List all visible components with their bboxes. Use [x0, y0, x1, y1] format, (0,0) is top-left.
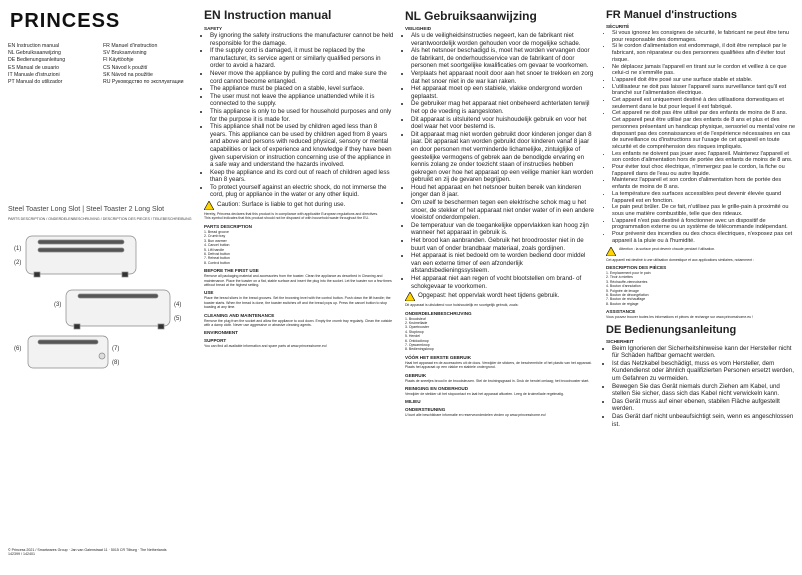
fr-parts-heading: DESCRIPTION DES PIÈCES	[606, 264, 667, 270]
en-support-heading: SUPPORT	[204, 338, 227, 344]
svg-text:(4): (4)	[174, 301, 182, 308]
list-item: • Het brood kan aanbranden. Gebruik het broodrooster niet in de buurt van of onder brandbaar materiaal, zoals gordijnen.	[411, 237, 595, 252]
fr-safety-list	[606, 30, 796, 245]
list-item: 4. Cancel button	[204, 243, 230, 248]
manual-lang: RU Руководство по эксплуатации	[103, 79, 184, 86]
svg-text:(3): (3)	[54, 301, 62, 308]
list-item: 5. Poignée de levage	[606, 288, 639, 293]
hot-surface-warning-icon	[606, 247, 616, 256]
en-use-text: Place the bread slices in the bread grooves. Set the browning level with the control button. Push down the lift handle; the toaster starts. When the bread is done, the toaster switches off and the bread pops up. Press the cancel button to stop toasting at any time.	[204, 296, 391, 310]
list-item: 7. Opwarmknop	[405, 343, 430, 348]
en-parts-heading: PARTS DESCRIPTION	[204, 223, 252, 229]
list-item: • Das Gerät muss auf einer ebenen, stabilen Fläche aufgestellt werden.	[612, 398, 796, 413]
item-numbers: 142399 / 142401	[8, 552, 35, 557]
en-title: EN Instruction manual	[204, 8, 332, 22]
list-item: 8. Bedieningsknop	[405, 347, 434, 352]
list-item: • Pour prévenir des incendies ou des chocs électriques, n'exposez pas cet appareil à la pluie ou à l'humidité.	[612, 231, 796, 244]
nl-parts-list	[405, 317, 595, 352]
fr-support-text: Vous pouvez trouver toutes les informations et pièces de rechange sur www.princesshome.eu !	[606, 315, 754, 320]
svg-text:(8): (8)	[112, 359, 120, 366]
list-item: 5. Hendel	[405, 334, 420, 339]
nl-clean-heading: REINIGING EN ONDERHOUD	[405, 386, 469, 392]
list-item: 8. Control button	[204, 260, 230, 265]
list-item: 3. Bun warmer	[204, 238, 227, 243]
list-item: 6. Ontdooiknop	[405, 338, 429, 343]
list-item: 6. Defrost button	[204, 251, 230, 256]
en-weee-text: This symbol indicates that this product should not be disposed of with household waste throughout the EU.	[204, 216, 369, 221]
dutch-column	[401, 0, 601, 575]
list-item: • Cet appareil ne doit pas être utilisé par des enfants de moins de 8 ans. Cet appareil peut être utilisé par des enfants de 8 ans et plus et des personnes présentant un handicap physique, sensoriel ou mental voire ne disposant pas des connaissances et de l'expérience nécessaires en cas de surveillance ou d'instructions sur l'usage de cet appareil en toute sécurité et de compréhension des risques impliqués.	[612, 110, 796, 150]
list-item: • Dit apparaat mag niet worden gebruikt door kinderen jonger dan 8 jaar. Dit apparaat kan worden gebruikt door kinderen vanaf 8 jaar en door personen met verminderde lichamelijke, zintuiglijke of geestelijke vermogens of gebrek aan de benodigde ervaring en kennis zolang ze onder toezicht staan of instructies hebben gekregen over hoe het apparaat op een veilige manier kan worden gebruikt en zij de gevaren begrijpen.	[411, 131, 595, 184]
warning-text: Attention : la surface peut devenir chaude pendant l'utilisation.	[619, 246, 716, 251]
en-ce-text: Hereby, Princess declares that this product is in compliance with applicable European regulations and directives.	[204, 212, 379, 217]
french-german-column	[602, 0, 802, 575]
de-safety-heading: SICHERHEIT	[606, 338, 634, 344]
en-before-text: Remove all packaging material and accessories from the toaster. Clean the appliance as described in Cleaning and maintenance. Place the toaster on a flat, stable surface and insert the plug into the socket. Let the toaster run a few times without bread at the highest setting.	[204, 274, 392, 287]
list-item: • De temperatuur van de toegankelijke oppervlakken kan hoog zijn wanneer het apparaat in gebruik is.	[411, 222, 595, 237]
nl-clean-text: Verwijder de stekker uit het stopcontact en laat het apparaat afkoelen. Leeg de kruimellade regelmatig.	[405, 392, 564, 397]
list-item: • Das Gerät darf nicht unbeaufsichtigt sein, wenn es angeschlossen ist.	[612, 413, 796, 428]
list-item: • Ne déplacez jamais l'appareil en tirant sur le cordon et veillez à ce que celui-ci ne s'emmêle pas.	[612, 64, 796, 77]
list-item: 8. Bouton de réglage	[606, 301, 639, 306]
fr-support-heading: ASSISTANCE	[606, 309, 636, 315]
list-item: • Het apparaat is niet bedoeld om te worden bediend door middel van een externe timer of een afzonderlijk afstandsbedieningssysteem.	[411, 252, 595, 275]
list-item: • If the supply cord is damaged, it must be replaced by the manufacturer, its service agent or similarly qualified persons in order to avoid a hazard.	[210, 47, 394, 70]
warning-text: Opgepast: het oppervlak wordt heet tijdens gebruik.	[418, 292, 560, 300]
list-item: • Het apparaat niet aan regen of vocht blootstellen om brand- of schokgevaar te voorkomen.	[411, 275, 595, 290]
hot-surface-warning-icon	[405, 292, 415, 301]
list-item: • Het apparaat moet op een stabiele, vlakke ondergrond worden geplaatst.	[411, 85, 595, 100]
list-item: • L'utilisateur ne doit pas laisser l'appareil sans surveillance tant qu'il est branché sur l'alimentation électrique.	[612, 84, 796, 97]
fr-hot-warning	[606, 247, 796, 256]
list-item: 4. Bouton d'annulation	[606, 284, 641, 289]
manual-lang: DE Bedienungsanleitung	[8, 57, 66, 64]
list-item: • Als het netsnoer beschadigd is, moet het worden vervangen door de fabrikant, de onderhoudsservice van de fabrikant of door personen met soortgelijke kwalificaties om gevaar te voorkomen.	[411, 47, 595, 70]
nl-title: NL Gebruiksaanwijzing	[405, 9, 537, 23]
list-item: • This appliance is only to be used for household purposes and only for the purpose it is made for.	[210, 108, 394, 123]
list-item: • Si le cordon d'alimentation est endommagé, il doit être remplacé par le fabricant, son réparateur ou des personnes qualifiées afin d'éviter tout risque.	[612, 43, 796, 63]
manual-lang: PT Manual do utilizador	[8, 79, 63, 86]
address: © Princess 2021 / Smartwares Group · Jan van Galenstraat 11 · 5015 CR Tilburg · The Netherlands	[8, 547, 167, 552]
cover-column	[0, 0, 200, 575]
svg-text:(1): (1)	[14, 245, 22, 252]
manual-lang: FR Manuel d'instruction	[103, 43, 158, 49]
list-item: 1. Bread groove	[204, 229, 229, 234]
list-item: 2. Kruimellade	[405, 321, 428, 325]
list-item: • Le pain peut brûler. De ce fait, n'utilisez pas le grille-pain à proximité ou sous une matière combustible, telle que des rideaux.	[612, 204, 796, 217]
toaster-illustrations	[8, 228, 194, 378]
manual-lang: SK Návod na použitie	[103, 71, 153, 78]
list-item: 3. Opzetrooster	[405, 325, 430, 330]
list-item: • Cet appareil est uniquement destiné à des utilisations domestiques et seulement dans le but pour lequel il est fabriqué.	[612, 97, 796, 110]
toaster-drawing-icon	[8, 228, 194, 378]
en-support-text: You can find all available information and spare parts at www.princesshome.eu!	[204, 344, 327, 349]
list-item: • By ignoring the safety instructions the manufacturer cannot be held responsible for the damage.	[210, 32, 394, 47]
list-item: • Keep the appliance and its cord out of reach of children aged less than 8 years.	[210, 169, 394, 184]
nl-safety-list	[405, 32, 595, 290]
list-item: • The user must not leave the appliance unattended while it is connected to the supply.	[210, 93, 394, 108]
list-item: • Les enfants ne doivent pas jouer avec l'appareil. Maintenez l'appareil et son cordon d'alimentation hors de portée des enfants de moins de 8 ans.	[612, 151, 796, 164]
de-safety-list	[606, 345, 796, 429]
list-item: • Pour éviter tout choc électrique, n'immergez pas le cordon, la fiche ou l'appareil dans de l'eau ou autre liquide.	[612, 164, 796, 177]
nl-hot-warning	[405, 292, 595, 301]
svg-text:(6): (6)	[14, 345, 22, 352]
en-clean-heading: CLEANING AND MAINTENANCE	[204, 312, 275, 318]
manual-lang: IT Manuale d'istruzioni	[8, 71, 60, 78]
list-item: • This appliance shall not be used by children aged less than 8 years. This appliance can be used by children aged from 8 years and above and persons with reduced physical, sensory or mental capabilities or lack of experience and knowledge if they have been given supervision or instruction concerning use of the appliance in a safe way and understand the hazards involved.	[210, 123, 394, 169]
nl-before-text: Haal het apparaat en de accessoires uit de doos. Verwijder de stickers, de beschermfolie of het plastic van het apparaat. Plaats het apparaat op een vlakke en stabiele ondergrond.	[405, 360, 592, 370]
list-item: • Dit apparaat is uitsluitend voor huishoudelijk gebruik en voor het doel waar het voor bestemd is.	[411, 116, 595, 131]
svg-text:(2): (2)	[14, 259, 22, 266]
nl-safety-heading: VEILIGHEID	[405, 26, 432, 31]
list-item: • Om uzelf te beschermen tegen een elektrische schok mag u het snoer, de stekker of het apparaat niet onder water of in een andere vloeistof onderdompelen.	[411, 199, 595, 222]
manual-lang: ES Manual de usuario	[8, 64, 60, 71]
warning-text: Caution: Surface is liable to get hot during use.	[217, 201, 346, 209]
nl-before-heading: VÓÓR HET EERSTE GEBRUIK	[405, 354, 472, 360]
list-item: 7. Reheat button	[204, 256, 230, 261]
list-item: 6. Bouton de décongélation	[606, 292, 649, 297]
en-safety-list	[204, 32, 394, 199]
fr-parts-list	[606, 271, 796, 306]
nl-household-text: Dit apparaat is uitsluitend voor huishoudelijk en soortgelijk gebruik, zoals:	[405, 303, 519, 308]
list-item: • Verplaats het apparaat nooit door aan het snoer te trekken en zorg dat het snoer niet in de war kan raken.	[411, 70, 595, 85]
nl-use-heading: GEBRUIK	[405, 372, 427, 378]
list-item: • Bewegen Sie das Gerät niemals durch Ziehen am Kabel, und stellen Sie sicher, dass sich das Kabel nicht verwickeln kann.	[612, 383, 796, 398]
manual-lang: NL Gebruiksaanwijzing	[8, 50, 61, 57]
list-item: • Ist das Netzkabel beschädigt, muss es vom Hersteller, dem Kundendienst oder ähnlich qualifizierten Personen ersetzt werden, um Gefahren zu vermeiden.	[612, 360, 796, 383]
fr-title: FR Manuel d'instructions	[606, 9, 737, 21]
english-column	[200, 0, 400, 575]
list-item: • Houd het apparaat en het netsnoer buiten bereik van kinderen jonger dan 8 jaar.	[411, 184, 595, 199]
manual-lang: SV Bruksanvisning	[103, 50, 147, 57]
en-before-heading: BEFORE THE FIRST USE	[204, 268, 259, 274]
cover-footer	[8, 548, 192, 557]
manual-lang: CS Návod k použití	[103, 64, 148, 71]
manual-lang: EN Instruction manual	[8, 43, 60, 49]
manual-language-list	[8, 43, 194, 86]
product-title: Steel Toaster Long Slot | Steel Toaster 2 Long Slot	[8, 206, 165, 214]
en-use-heading: USE	[204, 290, 214, 296]
fr-safety-heading: SÉCURITÉ	[606, 24, 630, 29]
nl-env-heading: MILIEU	[405, 399, 421, 405]
nl-parts-heading: ONDERDELENBESCHRIJVING	[405, 310, 472, 316]
brand-logo: PRINCESS	[10, 10, 121, 32]
list-item: 2. Crumb tray	[204, 234, 226, 239]
en-safety-heading: SAFETY	[204, 26, 223, 31]
list-item: 2. Tiroir à miettes	[606, 275, 633, 280]
nl-use-text: Plaats de sneetjes brood in de broodsleuven. Stel de bruiningsgraad in. Druk de hendel omlaag; het broodrooster start.	[405, 378, 590, 383]
list-item: • La température des surfaces accessibles peut devenir élevée quand l'appareil est en fonction.	[612, 191, 796, 204]
list-item: • The appliance must be placed on a stable, level surface.	[210, 85, 394, 93]
list-item: • Als u de veiligheidsinstructies negeert, kan de fabrikant niet verantwoordelijk worden gehouden voor de mogelijke schade.	[411, 32, 595, 47]
svg-text:(7): (7)	[112, 345, 120, 352]
list-item: 7. Bouton de réchauffage	[606, 297, 646, 302]
list-item: • Beim Ignorieren der Sicherheitshinweise kann der Hersteller nicht für Schäden haftbar gemacht werden.	[612, 345, 796, 360]
list-item: 5. Lift handle	[204, 247, 225, 252]
en-hot-warning	[204, 201, 394, 210]
list-item: 1. Broodsleuf	[405, 316, 426, 321]
nl-support-heading: ONDERSTEUNING	[405, 407, 446, 413]
en-clean-text: Remove the plug from the socket and allow the appliance to cool down. Empty the crumb tray regularly. Clean the outside with a damp cloth. Never use aggressive or abrasive cleaning agents.	[204, 318, 393, 327]
svg-text:(5): (5)	[174, 315, 182, 322]
list-item: • Maintenez l'appareil et son cordon d'alimentation hors de portée des enfants de moins de 8 ans.	[612, 177, 796, 190]
manual-lang: FI Käyttöohje	[103, 57, 134, 64]
list-item: • Si vous ignorez les consignes de sécurité, le fabricant ne peut être tenu pour responsable des dommages.	[612, 30, 796, 43]
list-item: • De gebruiker mag het apparaat niet onbeheerd achterlaten terwijl het op de voeding is aangesloten.	[411, 100, 595, 115]
list-item: • L'appareil n'est pas destiné à fonctionner avec un dispositif de programmation externe ou un système de télécommande indépendant.	[612, 218, 796, 231]
fr-household-text: Cet appareil est destiné à une utilisation domestique et aux applications similaires, notamment :	[606, 257, 755, 262]
de-title: DE Bedienungsanleitung	[606, 323, 737, 336]
list-item: • To protect yourself against an electric shock, do not immerse the cord, plug or appliance in the water or any other liquid.	[210, 184, 394, 199]
list-item: • L'appareil doit être posé sur une surface stable et stable.	[612, 77, 796, 84]
nl-support-text: U kunt alle beschikbare informatie en reserveonderdelen vinden op www.princesshome.eu!	[405, 413, 546, 418]
en-parts-list	[204, 230, 394, 265]
list-item: 3. Réchauffe-viennoiseries	[606, 279, 648, 284]
en-env-heading: ENVIRONMENT	[204, 330, 238, 336]
list-item: 1. Emplacement pour le pain	[606, 270, 651, 275]
hot-surface-warning-icon	[204, 201, 214, 210]
list-item: • Never move the appliance by pulling the cord and make sure the cord cannot become entangled.	[210, 70, 394, 85]
parts-heading: PARTS DESCRIPTION / ONDERDELENBESCHRIJVING / DESCRIPTION DES PIECES / TEILEBESCHREIBUNG	[8, 217, 192, 222]
list-item: 4. Stopknop	[405, 329, 424, 334]
